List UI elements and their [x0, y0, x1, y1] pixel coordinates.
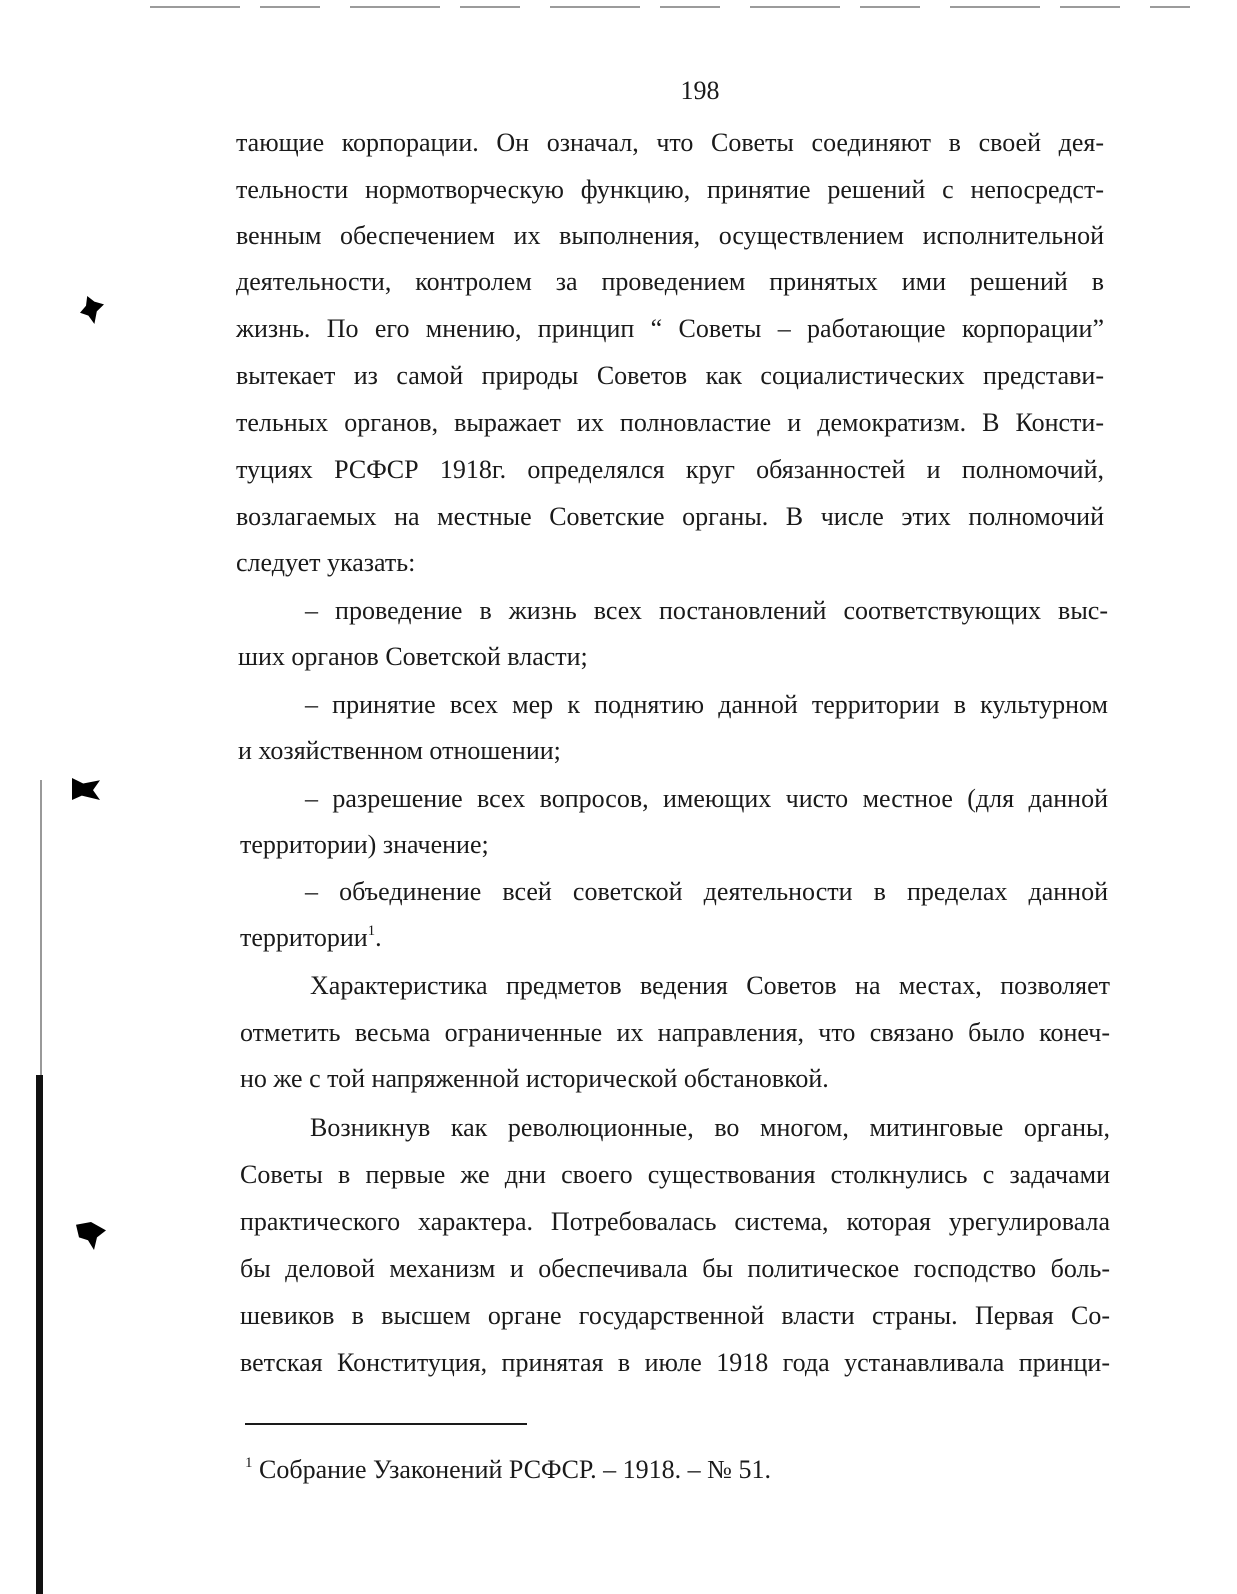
- list-item-continuation: ших органов Советской власти;: [238, 642, 588, 671]
- text-line: деятельности, контролем за проведением принятых ими решений в: [236, 267, 1104, 296]
- scan-artifact-left-edge: [36, 1075, 43, 1594]
- text-line: тающие корпорации. Он означал, что Советы соединяют в своей дея-: [236, 128, 1104, 157]
- scan-artifact-top: [150, 6, 1190, 8]
- footnote: [245, 1455, 771, 1485]
- footnote-text: Собрание Узаконений РСФСР. – 1918. – № 51.: [252, 1455, 771, 1484]
- list-item: – разрешение всех вопросов, имеющих чисто местное (для данной: [305, 784, 1108, 813]
- list-item: – объединение всей советской деятельности в пределах данной: [305, 877, 1108, 906]
- text-line: возлагаемых на местные Советские органы. В числе этих полномочий: [236, 502, 1104, 531]
- footnote-reference: 1: [367, 923, 376, 939]
- list-item-continuation: [240, 923, 382, 953]
- text-line: тельных органов, выражает их полновластие и демократизм. В Консти-: [236, 408, 1104, 437]
- text-span: территории: [240, 923, 368, 952]
- list-item-continuation: территории) значение;: [240, 830, 489, 859]
- text-line: шевиков в высшем органе государственной власти страны. Первая Со-: [240, 1301, 1110, 1330]
- text-line: но же с той напряженной исторической обстановкой.: [240, 1064, 829, 1093]
- text-line: тельности нормотворческую функцию, принятие решений с непосредст-: [236, 175, 1104, 204]
- text-line: жизнь. По его мнению, принцип “ Советы – работающие корпорации”: [236, 314, 1104, 343]
- text-line: Советы в первые же дни своего существования столкнулись с задачами: [240, 1160, 1110, 1189]
- footnote-number: 1: [245, 1455, 253, 1471]
- binder-hole-mark-icon: [72, 778, 100, 800]
- footnote-separator: [245, 1423, 527, 1425]
- text-line: Характеристика предметов ведения Советов на местах, позволяет: [310, 971, 1110, 1000]
- text-line: следует указать:: [236, 548, 416, 577]
- text-line: венным обеспечением их выполнения, осуществлением исполнительной: [236, 221, 1104, 250]
- binder-hole-mark-icon: [80, 296, 104, 324]
- text-line: практического характера. Потребовалась система, которая урегулировала: [240, 1207, 1110, 1236]
- text-line: ветская Конституция, принятая в июле 1918 года устанавливала принци-: [240, 1348, 1110, 1377]
- scan-artifact-left-thin: [40, 780, 42, 1080]
- list-item: – проведение в жизнь всех постановлений соответствующих выс-: [305, 596, 1108, 625]
- binder-hole-mark-icon: [76, 1222, 106, 1250]
- text-line: бы деловой механизм и обеспечивала бы политическое господство боль-: [240, 1254, 1110, 1283]
- text-line: Возникнув как революционные, во многом, митинговые органы,: [310, 1113, 1110, 1142]
- text-line: туциях РСФСР 1918г. определялся круг обязанностей и полномочий,: [236, 455, 1104, 484]
- text-line: отметить весьма ограниченные их направления, что связано было конеч-: [240, 1018, 1110, 1047]
- text-line: вытекает из самой природы Советов как социалистических представи-: [236, 361, 1104, 390]
- list-item-continuation: и хозяйственном отношении;: [238, 736, 561, 765]
- list-item: – принятие всех мер к поднятию данной территории в культурном: [305, 690, 1108, 719]
- page-number: 198: [680, 76, 720, 105]
- text-span: .: [375, 923, 382, 952]
